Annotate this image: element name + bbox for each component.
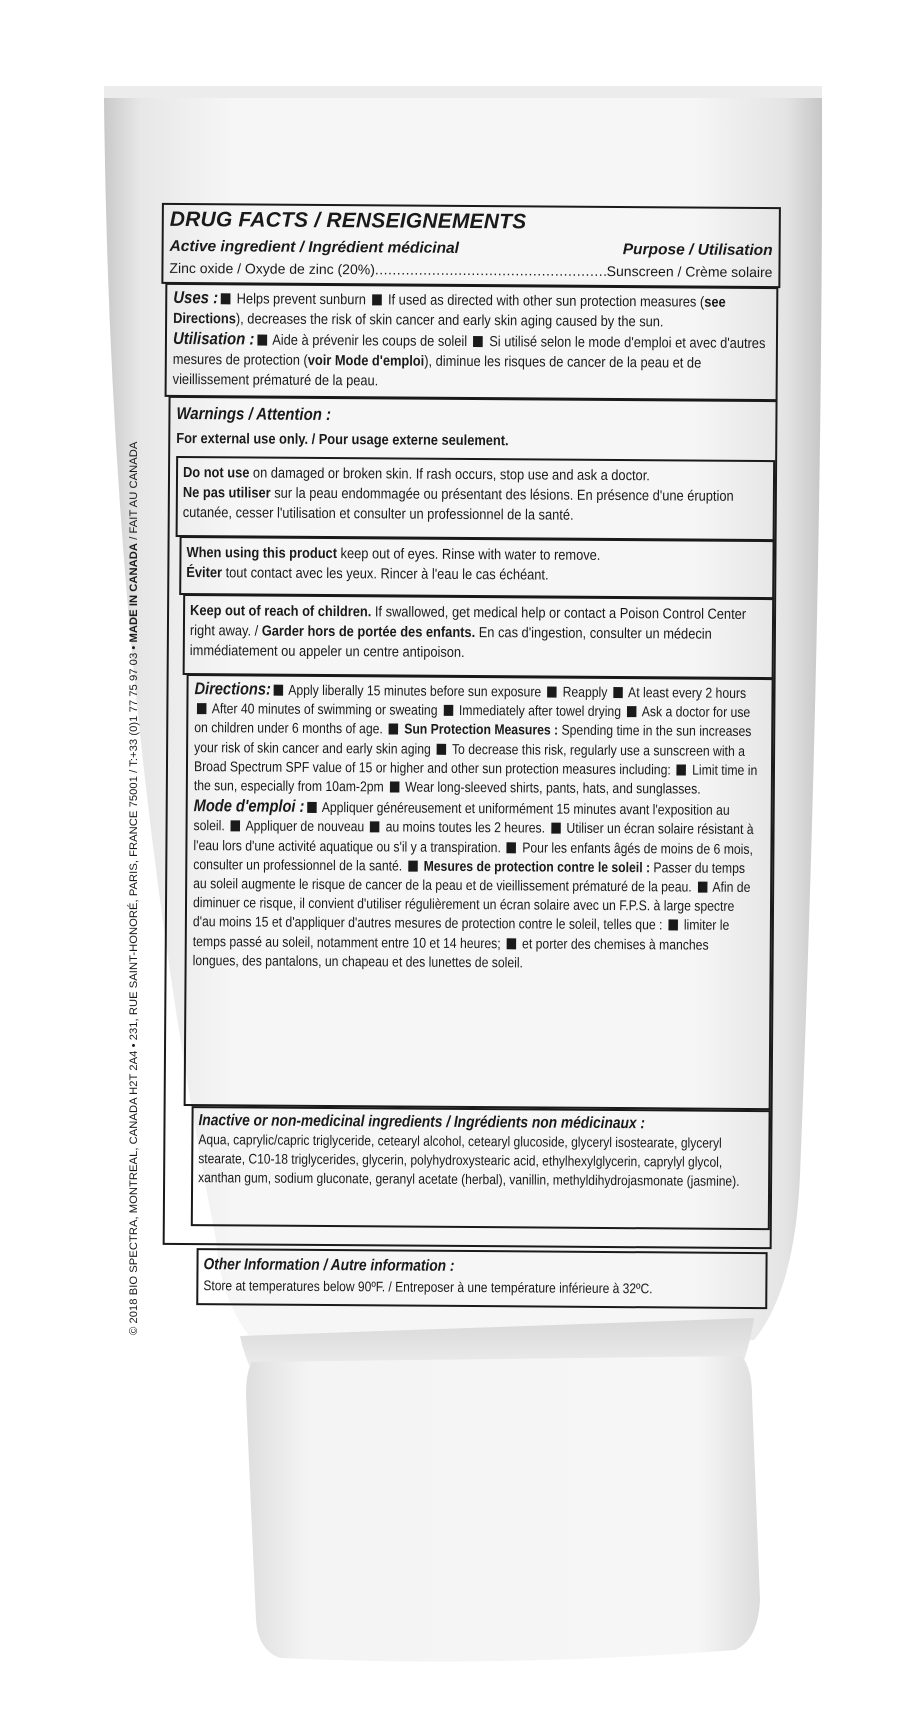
bullet-icon xyxy=(390,781,400,792)
warnings-panel xyxy=(163,396,778,1249)
drug-facts-title: DRUG FACTS / RENSEIGNEMENTS xyxy=(169,207,527,234)
keep-out-panel xyxy=(183,594,775,679)
bullet-icon xyxy=(273,685,283,696)
tube-cap xyxy=(246,1356,760,1662)
fait-au-canada: / FAIT AU CANADA xyxy=(128,441,140,543)
dir-t7: Spending time in the sun increases your risk of skin cancer and early skin aging xyxy=(194,723,752,758)
manufacturer-side-text xyxy=(128,442,140,1335)
other-info-panel xyxy=(196,1248,767,1309)
do-not-use-head: Do not use xyxy=(182,465,250,482)
bullet-icon xyxy=(443,705,453,716)
uses-en-2: If used as directed with other sun protection measures ( xyxy=(384,292,705,311)
storage-text: Store at temperatures below 90ºF. / Entreposer à une température inférieure à 32ºC. xyxy=(203,1277,653,1297)
when-using-en: keep out of eyes. Rinse with water to remove. xyxy=(336,546,601,564)
bullet-icon xyxy=(613,687,623,698)
bullet-icon xyxy=(370,822,380,833)
dir-f1: Appliquer généreusement et uniformément 15 minutes avant l'exposition au soleil. xyxy=(193,800,730,835)
bullet-icon xyxy=(507,842,517,853)
bullet-icon xyxy=(627,706,637,717)
purpose-label: Purpose / Utilisation xyxy=(622,241,773,260)
made-in-canada: MADE IN CANADA xyxy=(128,542,140,643)
dir-f8: limiter le temps passé au soleil, notamment entre 10 et 14 heures; xyxy=(192,917,730,952)
uses-see-directions: see Directions xyxy=(173,294,726,328)
dir-t8: To decrease this risk, regularly use a sunscreen with a Broad Spectrum SPF value of 15 or higher and other sun protection measures including: xyxy=(193,741,745,779)
drug-facts-label xyxy=(154,203,781,1329)
dir-f3: au moins toutes les 2 heures. xyxy=(382,819,549,837)
when-using-head: When using this product xyxy=(186,545,338,563)
bullet-icon xyxy=(372,294,382,305)
bullet-icon xyxy=(389,724,399,735)
manufacturer-address: © 2018 BIO SPECTRA, MONTREAL, CANADA H2T 2A4 • 231, RUE SAINT-HONORÉ, PARIS, FRANCE 75001 / T:+33 (0)1 77 75 97 03 • xyxy=(128,642,140,1335)
inactive-head: Inactive or non-medicinal ingredients / Ingrédients non médicinaux : xyxy=(198,1112,646,1133)
dir-t10: Wear long-sleeved shirts, pants, hats, and sunglasses. xyxy=(401,779,701,798)
eviter-head: Éviter xyxy=(186,565,223,582)
inactive-ingredients-panel xyxy=(191,1106,771,1230)
bullet-icon xyxy=(677,764,687,775)
directions-head: Directions: xyxy=(194,679,271,699)
ingredient: Zinc oxide / Oxyde de zinc (20%) xyxy=(169,259,375,278)
bullet-icon xyxy=(257,335,267,346)
keep-out-head: Keep out of reach of children. xyxy=(190,603,372,621)
utilisation-head: Utilisation : xyxy=(172,328,255,349)
dir-t2: Reapply xyxy=(559,684,611,701)
bullet-icon xyxy=(507,938,517,949)
keep-out-text xyxy=(190,601,771,665)
bullet-icon xyxy=(668,920,678,931)
warnings-head: Warnings / Attention : xyxy=(176,403,332,425)
dir-t6: Ask a doctor for use on children under 6 months of age. xyxy=(194,704,751,738)
mesures-protection-head: Mesures de protection contre le soleil : xyxy=(420,858,651,877)
when-using-panel xyxy=(179,536,774,599)
do-not-use-en: on damaged or broken skin. If rash occurs, stop use and ask a doctor. xyxy=(249,465,650,485)
other-info-text xyxy=(203,1254,754,1299)
ne-pas-utiliser-head: Ne pas utiliser xyxy=(182,485,271,502)
dir-t9: Limit time in the sun, especially from 10am-2pm xyxy=(193,762,758,796)
dir-f5: Pour les enfants âgés de moins de 6 mois, consulter un professionnel de la santé. xyxy=(193,839,753,875)
bullet-icon xyxy=(547,687,557,698)
uses-voir-mode: voir Mode d'emploi xyxy=(307,352,425,370)
sun-protection-head: Sun Protection Measures : xyxy=(400,721,559,740)
bullet-icon xyxy=(307,802,317,813)
uses-en-1: Helps prevent sunburn xyxy=(233,291,370,309)
keep-out-en: If swallowed, get medical help or contact a Poison Control Center right away. / xyxy=(189,604,747,640)
uses-en-3: ), decreases the risk of skin cancer and early skin aging caused by the sun. xyxy=(235,311,664,331)
inactive-list: Aqua, caprylic/capric triglyceride, cetearyl alcohol, cetearyl glucoside, glyceryl isostearate, glyceryl stearate, C10-18 triglycerides, glycerin, polyhydroxystearic acid, ethylhexylglycerin, caprylyl glycol, xanthan gum, sodium gluconate, geranyl acetate (herbal), vanillin, methyldihydrojasmonate (jasmine). xyxy=(198,1131,740,1189)
warnings-heading-block xyxy=(176,402,775,455)
active-ingredient-label: Active ingredient / Ingrédient médicinal xyxy=(169,237,460,257)
drug-facts-header xyxy=(161,203,781,288)
when-using-fr: tout contact avec les yeux. Rincer à l'eau le cas échéant. xyxy=(221,565,549,584)
uses-head: Uses : xyxy=(173,287,219,308)
do-not-use-panel xyxy=(176,456,776,541)
mode-emploi-head: Mode d'emploi : xyxy=(193,796,305,817)
bullet-icon xyxy=(698,882,708,893)
do-not-use-fr: sur la peau endommagée ou présentant des lésions. En présence d'une éruption cutanée, cesser l'utilisation et consulter un professionnel de la santé. xyxy=(182,485,734,524)
do-not-use-text xyxy=(183,463,771,527)
dir-f9: et porter des chemises à manches longues, des pantalons, un chapeau et des lunettes de soleil. xyxy=(192,936,709,972)
uses-panel xyxy=(165,283,779,401)
when-using-text xyxy=(186,543,771,587)
bullet-icon xyxy=(231,821,241,832)
dir-t4: After 40 minutes of swimming or sweating xyxy=(208,701,441,720)
uses-fr-2: Si utilisé selon le mode d'emploi et avec d'autres mesures de protection ( xyxy=(172,334,766,369)
bullet-icon xyxy=(437,743,447,754)
dir-f7: Afin de diminuer ce risque, il convient d'utiliser régulièrement un écran solaire avec un F.P.S. à large spectre d'au moins 15 et d'appliquer d'autres mesures de protection contre le soleil, telles que : xyxy=(192,879,751,934)
dir-t5: Immediately after towel drying xyxy=(455,703,625,721)
dir-t1: Apply liberally 15 minutes before sun exposure xyxy=(285,682,545,701)
uses-fr-3: ), diminue les risques de cancer de la peau et de vieillissement prématuré de la peau. xyxy=(172,353,702,390)
bullet-icon xyxy=(473,336,483,347)
other-info-head: Other Information / Autre information : xyxy=(203,1256,455,1275)
dir-f6: Passer du temps au soleil augmente le risque de cancer de la peau et de vieillissement prématuré de la peau. xyxy=(193,860,746,896)
uses-fr-1: Aide à prévenir les coups de soleil xyxy=(269,332,471,351)
ingredient-line xyxy=(169,260,772,280)
dir-t3: At least every 2 hours xyxy=(625,685,747,702)
uses-text xyxy=(173,288,772,394)
inactive-text xyxy=(198,1111,756,1191)
purpose: Sunscreen / Crème solaire xyxy=(606,262,773,281)
bullet-icon xyxy=(221,293,231,304)
dir-f2: Appliquer de nouveau xyxy=(242,818,368,836)
directions-panel xyxy=(184,674,774,1110)
external-use: For external use only. / Pour usage externe seulement. xyxy=(176,430,509,450)
garder-hors-head: Garder hors de portée des enfants. xyxy=(261,623,476,642)
dir-f4: Utiliser un écran solaire résistant à l'eau lors d'une activité aquatique ou s'il y a transpiration. xyxy=(193,821,754,856)
bullet-icon xyxy=(551,823,561,834)
bullet-icon xyxy=(197,703,207,714)
directions-text xyxy=(193,679,758,975)
bullet-icon xyxy=(408,860,418,871)
leader-dots xyxy=(375,261,607,279)
keep-out-fr: En cas d'ingestion, consulter un médecin immédiatement ou appeler un centre antipoison. xyxy=(189,625,712,661)
